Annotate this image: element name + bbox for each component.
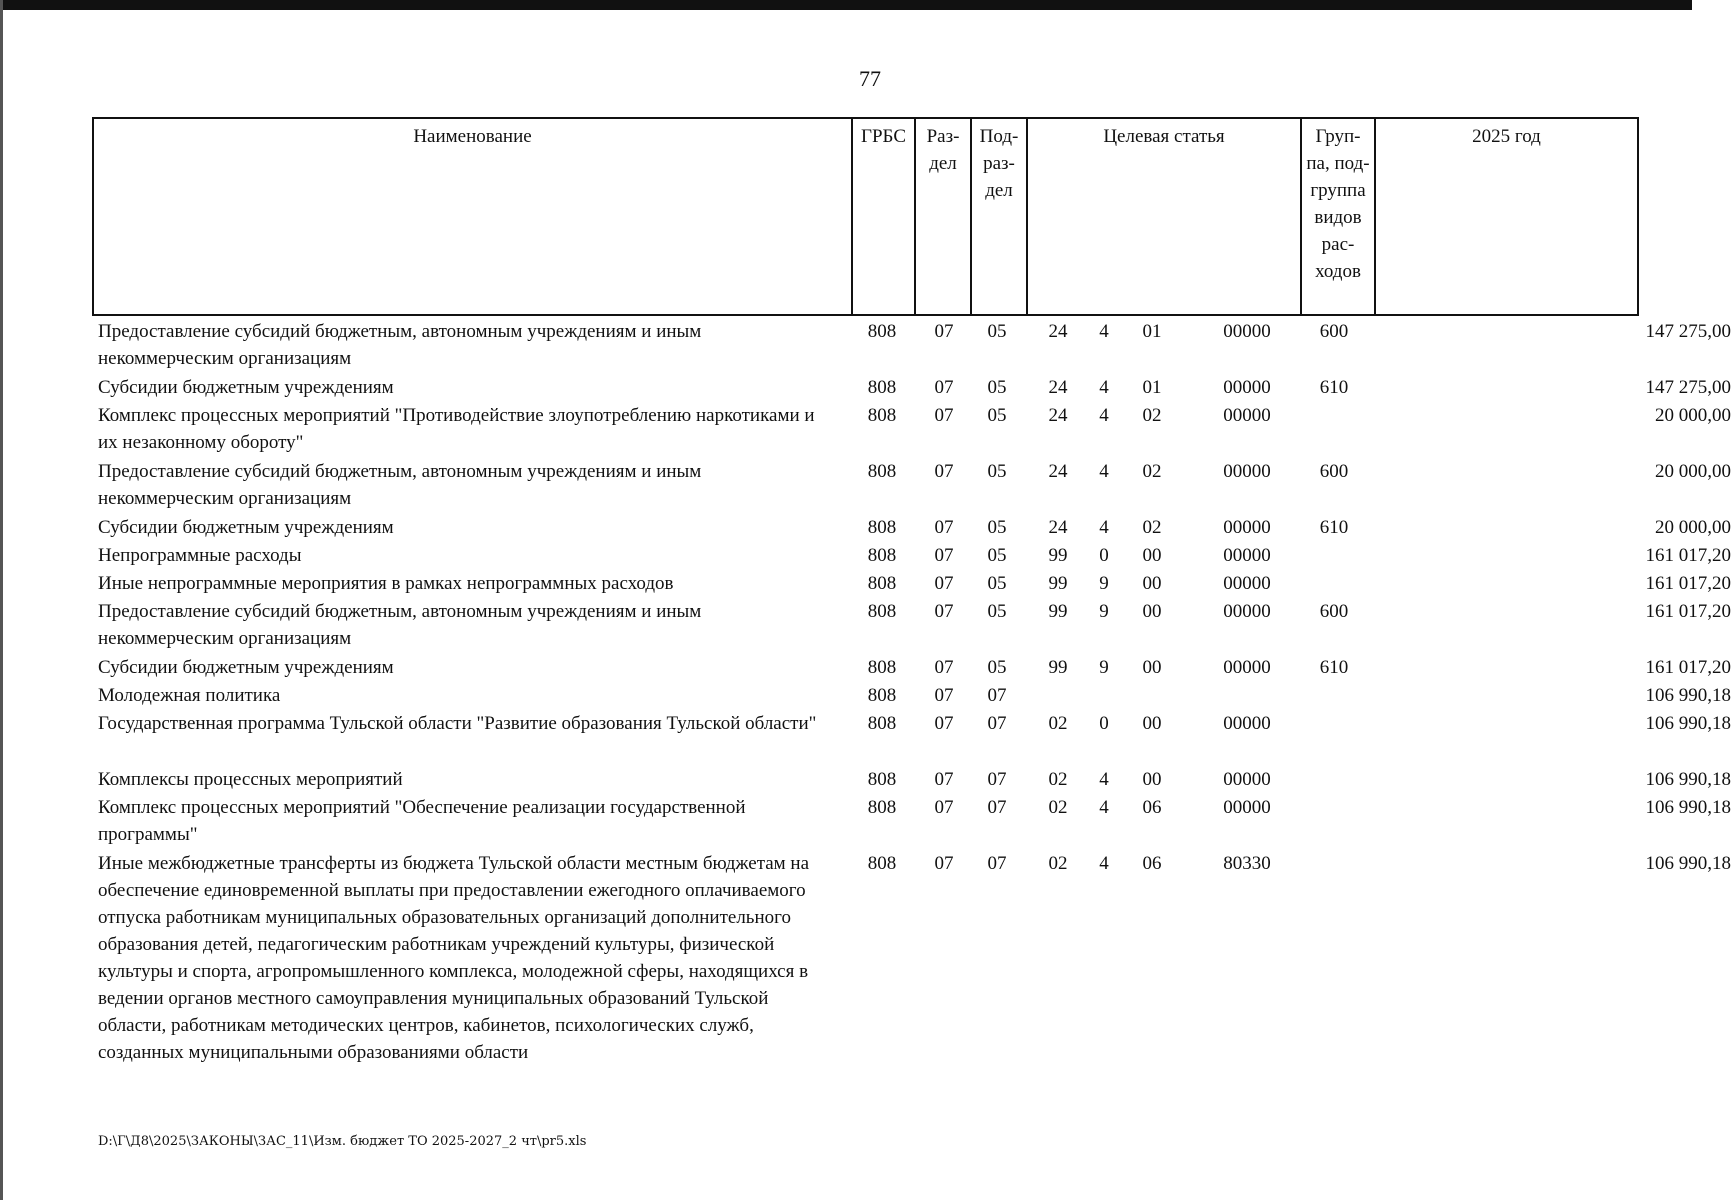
cell-name: Субсидии бюджетным учреждениям [98, 657, 394, 678]
cell-grbs: 808 [867, 685, 897, 706]
cell-grbs: 808 [867, 377, 897, 398]
cell-cs4: 00000 [1223, 405, 1271, 426]
header-target-article [1028, 119, 1302, 314]
cell-amount: 106 990,18 [1645, 685, 1731, 706]
cell-name: Комплекс процессных мероприятий "Обеспечение реализации государственной программы" [98, 797, 746, 845]
cell-podrazdel: 07 [987, 853, 1007, 874]
cell-cs4: 00000 [1223, 321, 1271, 342]
cell-group: 610 [1319, 517, 1349, 538]
cell-name: Иные межбюджетные трансферты из бюджета Тульской области местным бюджетам на обеспечение единовременной выплаты при предоставлении ежегодного оплачиваемого отпуска работникам муниципальных образовательных организаций дополнительного образования детей, педагогическим работникам учреждений культуры, физической культуры и спорта, агропромышленного комплекса, молодежной сферы, находящихся в ведении органов местного самоуправления муниципальных образований Тульской области, работникам методических центров, кабинетов, психологических служб, созданных муниципальными образованиями области [98, 853, 810, 1063]
header-razdel-label: Раз- дел [926, 126, 960, 174]
cell-razdel: 07 [934, 685, 954, 706]
cell-grbs: 808 [867, 769, 897, 790]
cell-podrazdel: 05 [987, 377, 1007, 398]
cell-cs3: 00 [1142, 545, 1162, 566]
cell-cs3: 00 [1142, 573, 1162, 594]
cell-razdel: 07 [934, 517, 954, 538]
cell-cs4: 00000 [1223, 769, 1271, 790]
cell-podrazdel: 05 [987, 573, 1007, 594]
cell-cs2: 9 [1099, 573, 1109, 594]
cell-razdel: 07 [934, 405, 954, 426]
cell-cs3: 00 [1142, 657, 1162, 678]
header-razdel [916, 119, 972, 314]
cell-podrazdel: 07 [987, 797, 1007, 818]
cell-cs1: 24 [1048, 405, 1068, 426]
cell-razdel: 07 [934, 769, 954, 790]
cell-amount: 20 000,00 [1655, 405, 1731, 426]
cell-cs3: 02 [1142, 461, 1162, 482]
cell-cs3: 01 [1142, 377, 1162, 398]
header-podrazdel-label: Под- раз- дел [979, 126, 1019, 201]
cell-cs4: 00000 [1223, 377, 1271, 398]
header-year-label: 2025 год [1472, 126, 1541, 147]
cell-podrazdel: 05 [987, 545, 1007, 566]
cell-amount: 161 017,20 [1645, 601, 1731, 622]
cell-group: 600 [1319, 461, 1349, 482]
cell-cs2: 9 [1099, 657, 1109, 678]
cell-name: Непрограммные расходы [98, 545, 302, 566]
cell-grbs: 808 [867, 797, 897, 818]
cell-razdel: 07 [934, 657, 954, 678]
cell-cs3: 01 [1142, 321, 1162, 342]
cell-amount: 147 275,00 [1645, 321, 1731, 342]
cell-razdel: 07 [934, 797, 954, 818]
cell-cs2: 0 [1099, 545, 1109, 566]
cell-cs2: 9 [1099, 601, 1109, 622]
cell-grbs: 808 [867, 545, 897, 566]
cell-cs4: 00000 [1223, 461, 1271, 482]
cell-cs1: 99 [1048, 601, 1068, 622]
header-grbs-label: ГРБС [860, 126, 906, 147]
cell-cs1: 99 [1048, 545, 1068, 566]
cell-group: 610 [1319, 377, 1349, 398]
cell-podrazdel: 05 [987, 461, 1007, 482]
cell-grbs: 808 [867, 573, 897, 594]
cell-cs1: 24 [1048, 517, 1068, 538]
cell-cs4: 00000 [1223, 573, 1271, 594]
cell-cs2: 4 [1099, 797, 1109, 818]
cell-podrazdel: 07 [987, 769, 1007, 790]
cell-razdel: 07 [934, 377, 954, 398]
cell-cs4: 00000 [1223, 601, 1271, 622]
cell-cs1: 02 [1048, 713, 1068, 734]
header-name [94, 119, 853, 314]
cell-cs1: 99 [1048, 573, 1068, 594]
cell-group: 600 [1319, 321, 1349, 342]
cell-amount: 147 275,00 [1645, 377, 1731, 398]
cell-razdel: 07 [934, 573, 954, 594]
cell-amount: 106 990,18 [1645, 769, 1731, 790]
cell-cs2: 4 [1099, 377, 1109, 398]
cell-cs4: 00000 [1223, 657, 1271, 678]
cell-amount: 161 017,20 [1645, 657, 1731, 678]
header-expense-group [1302, 119, 1376, 314]
cell-grbs: 808 [867, 461, 897, 482]
cell-name: Предоставление субсидий бюджетным, автономным учреждениям и иным некоммерческим организациям [98, 461, 702, 509]
cell-cs2: 4 [1099, 461, 1109, 482]
cell-podrazdel: 05 [987, 405, 1007, 426]
cell-podrazdel: 05 [987, 517, 1007, 538]
cell-amount: 161 017,20 [1645, 573, 1731, 594]
cell-podrazdel: 07 [987, 713, 1007, 734]
file-path-footer: D:\Г\Д8\2025\ЗАКОНЫ\ЗАС_11\Изм. бюджет ТО 2025-2027_2 чт\pr5.xls [98, 1134, 587, 1149]
cell-cs1: 02 [1048, 853, 1068, 874]
cell-cs1: 02 [1048, 797, 1068, 818]
page-number: 77 [859, 66, 881, 91]
cell-name: Молодежная политика [98, 685, 281, 706]
cell-name: Комплексы процессных мероприятий [98, 769, 403, 790]
scan-border-left [0, 0, 3, 1200]
cell-grbs: 808 [867, 601, 897, 622]
cell-cs3: 00 [1142, 601, 1162, 622]
cell-grbs: 808 [867, 713, 897, 734]
cell-grbs: 808 [867, 405, 897, 426]
cell-amount: 106 990,18 [1645, 853, 1731, 874]
cell-group: 600 [1319, 601, 1349, 622]
cell-cs4: 80330 [1223, 853, 1271, 874]
cell-podrazdel: 05 [987, 657, 1007, 678]
cell-grbs: 808 [867, 321, 897, 342]
cell-cs3: 02 [1142, 405, 1162, 426]
header-year [1376, 119, 1637, 314]
cell-podrazdel: 05 [987, 601, 1007, 622]
cell-name: Иные непрограммные мероприятия в рамках непрограммных расходов [98, 573, 674, 594]
cell-cs3: 06 [1142, 853, 1162, 874]
cell-cs2: 4 [1099, 405, 1109, 426]
cell-amount: 106 990,18 [1645, 713, 1731, 734]
cell-cs1: 02 [1048, 769, 1068, 790]
cell-razdel: 07 [934, 461, 954, 482]
cell-amount: 161 017,20 [1645, 545, 1731, 566]
cell-razdel: 07 [934, 545, 954, 566]
header-name-label: Наименование [413, 126, 532, 147]
cell-cs4: 00000 [1223, 517, 1271, 538]
cell-podrazdel: 07 [987, 685, 1007, 706]
cell-grbs: 808 [867, 853, 897, 874]
cell-name: Государственная программа Тульской области "Развитие образования Тульской области" [98, 713, 817, 734]
cell-cs4: 00000 [1223, 545, 1271, 566]
cell-razdel: 07 [934, 713, 954, 734]
header-grbs [853, 119, 916, 314]
cell-cs3: 02 [1142, 517, 1162, 538]
cell-razdel: 07 [934, 601, 954, 622]
table-header [92, 117, 1639, 316]
cell-cs3: 00 [1142, 713, 1162, 734]
cell-amount: 20 000,00 [1655, 461, 1731, 482]
cell-amount: 106 990,18 [1645, 797, 1731, 818]
cell-cs1: 24 [1048, 377, 1068, 398]
cell-name: Субсидии бюджетным учреждениям [98, 377, 394, 398]
cell-name: Субсидии бюджетным учреждениям [98, 517, 394, 538]
cell-cs2: 4 [1099, 853, 1109, 874]
cell-cs4: 00000 [1223, 797, 1271, 818]
cell-cs2: 0 [1099, 713, 1109, 734]
cell-cs1: 24 [1048, 461, 1068, 482]
cell-cs2: 4 [1099, 769, 1109, 790]
header-target-label: Целевая статья [1103, 126, 1225, 147]
header-podrazdel [972, 119, 1028, 314]
cell-cs3: 06 [1142, 797, 1162, 818]
cell-group: 610 [1319, 657, 1349, 678]
cell-name: Предоставление субсидий бюджетным, автономным учреждениям и иным некоммерческим организациям [98, 321, 702, 369]
cell-amount: 20 000,00 [1655, 517, 1731, 538]
cell-name: Комплекс процессных мероприятий "Противодействие злоупотреблению наркотиками и их незаконному обороту" [98, 405, 815, 453]
cell-name: Предоставление субсидий бюджетным, автономным учреждениям и иным некоммерческим организациям [98, 601, 702, 649]
cell-cs4: 00000 [1223, 713, 1271, 734]
header-group-label: Груп- па, под- группа видов рас- ходов [1306, 126, 1370, 282]
cell-cs3: 00 [1142, 769, 1162, 790]
cell-razdel: 07 [934, 853, 954, 874]
cell-cs1: 99 [1048, 657, 1068, 678]
cell-cs2: 4 [1099, 517, 1109, 538]
cell-cs2: 4 [1099, 321, 1109, 342]
cell-razdel: 07 [934, 321, 954, 342]
cell-grbs: 808 [867, 657, 897, 678]
cell-podrazdel: 05 [987, 321, 1007, 342]
cell-grbs: 808 [867, 517, 897, 538]
cell-cs1: 24 [1048, 321, 1068, 342]
scan-border-top [0, 0, 1692, 10]
